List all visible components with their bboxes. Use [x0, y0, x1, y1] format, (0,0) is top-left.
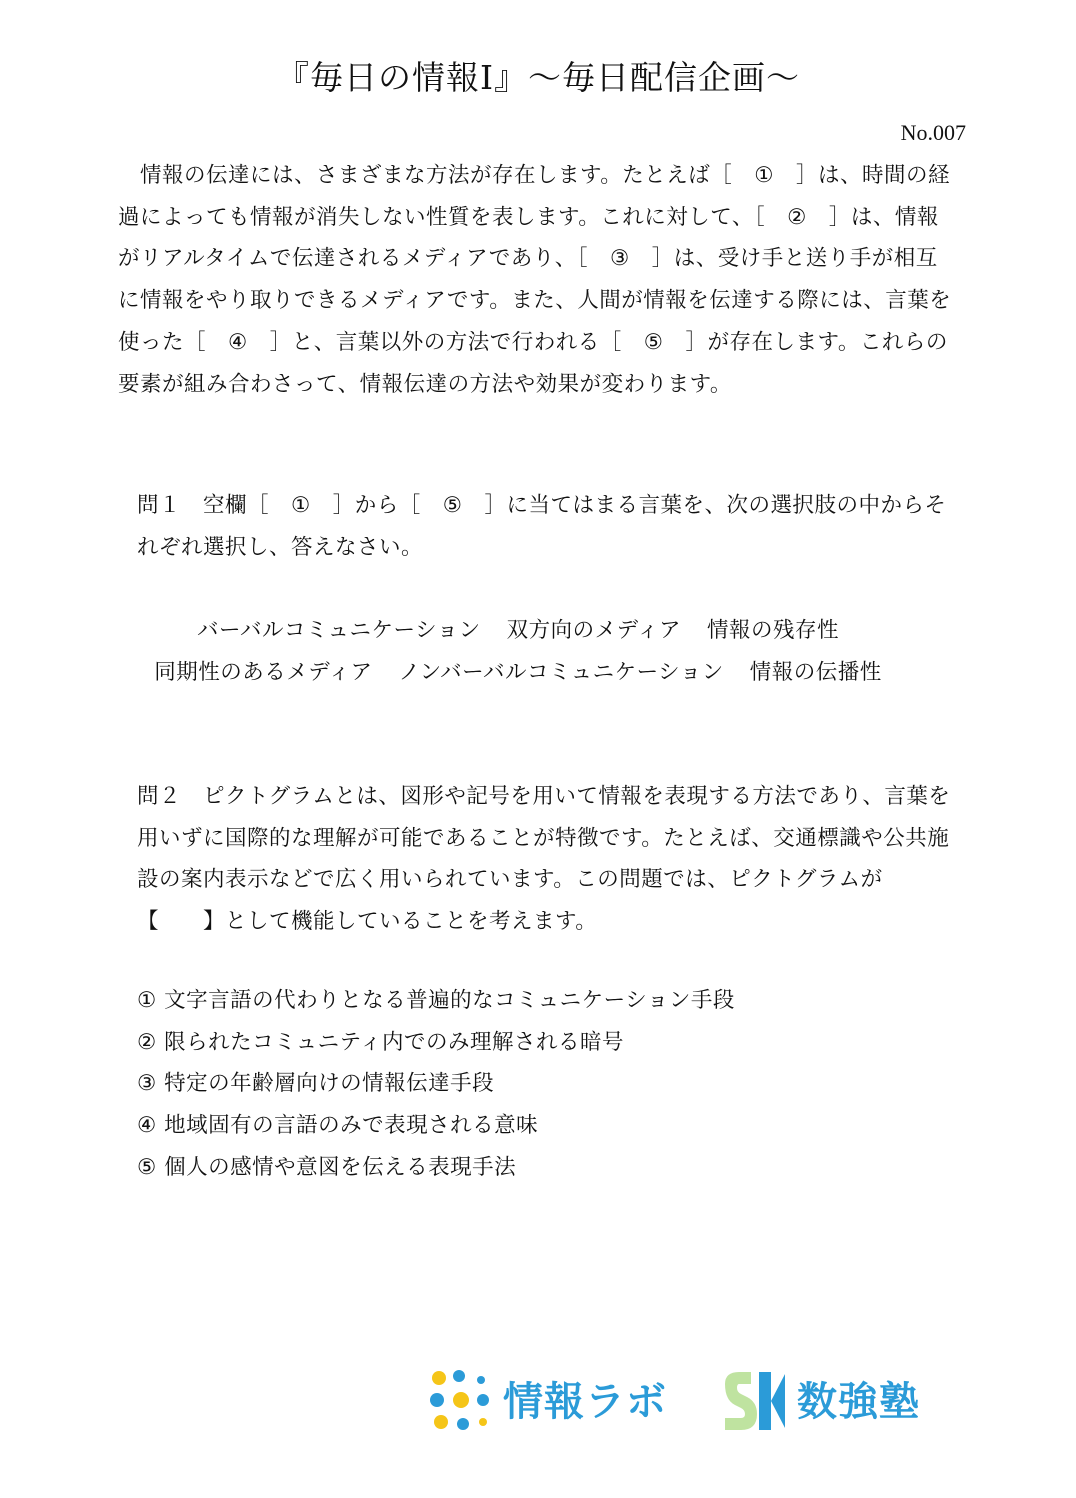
choice-list: [0, 610, 1036, 693]
question-2-text: 問２ ピクトグラムとは、図形や記号を用いて情報を表現する方法であり、言葉を用いずに国際的な理解が可能であることが特徴です。たとえば、交通標識や公共施設の案内表示などで広く用いられています。この問題では、ピクトグラムが【 】として機能していることを考えます。: [137, 784, 951, 934]
joho-lab-logo-icon: [425, 1366, 495, 1436]
joho-lab-logo-text: 情報ラボ: [503, 1379, 667, 1425]
worksheet-number: No.007: [900, 120, 966, 145]
choice-row-2: [0, 652, 1036, 694]
answer-option-3: ③ 特定の年齢層向けの情報伝達手段: [137, 1071, 495, 1097]
intro-paragraph: 情報の伝達には、さまざまな方法が存在します。たとえば［ ① ］は、時間の経過によっても情報が消失しない性質を表します。これに対して、［ ② ］は、情報がリアルタイムで伝達されるメディアであり、［ ③ ］は、受け手と送り手が相互に情報をやり取りできるメディアです。また、人間が情報を伝達する際には、言葉を使った［ ④ ］と、言葉以外の方法で行われる［ ⑤ ］が存在します。これらの要素が組み合わさって、情報伝達の方法や効果が変わります。: [118, 163, 952, 397]
choice-item: 情報の伝播性: [749, 659, 882, 685]
choice-row-1: [0, 610, 1036, 652]
question-2: [137, 776, 957, 942]
footer-logos: [425, 1362, 965, 1434]
answer-option-4: ④ 地域固有の言語のみで表現される意味: [137, 1113, 539, 1139]
choice-item: ノンバーバルコミュニケーション: [398, 659, 724, 685]
suukyojuku-logo-icon: [717, 1366, 787, 1436]
page-title: 『毎日の情報Ⅰ』〜毎日配信企画〜: [275, 58, 801, 97]
question-1-text: 問１ 空欄［ ① ］から［ ⑤ ］に当てはまる言葉を、次の選択肢の中からそれぞれ選択し、答えなさい。: [137, 493, 947, 560]
answer-options: [137, 980, 957, 1189]
choice-item: 情報の残存性: [706, 618, 839, 643]
answer-option-5: ⑤ 個人の感情や意図を伝える表現手法: [137, 1154, 517, 1180]
answer-option-1: ① 文字言語の代わりとなる普遍的なコミュニケーション手段: [137, 988, 735, 1013]
question-1: [137, 485, 957, 568]
suukyojuku-logo-text: 数強塾: [797, 1379, 920, 1425]
intro-passage: [118, 155, 958, 405]
answer-option-2: ② 限られたコミュニティ内でのみ理解される暗号: [137, 1029, 624, 1055]
choice-item: バーバルコミュニケーション: [197, 618, 481, 643]
choice-item: 同期性のあるメディア: [154, 659, 373, 685]
choice-item: 双方向のメディア: [506, 618, 681, 643]
